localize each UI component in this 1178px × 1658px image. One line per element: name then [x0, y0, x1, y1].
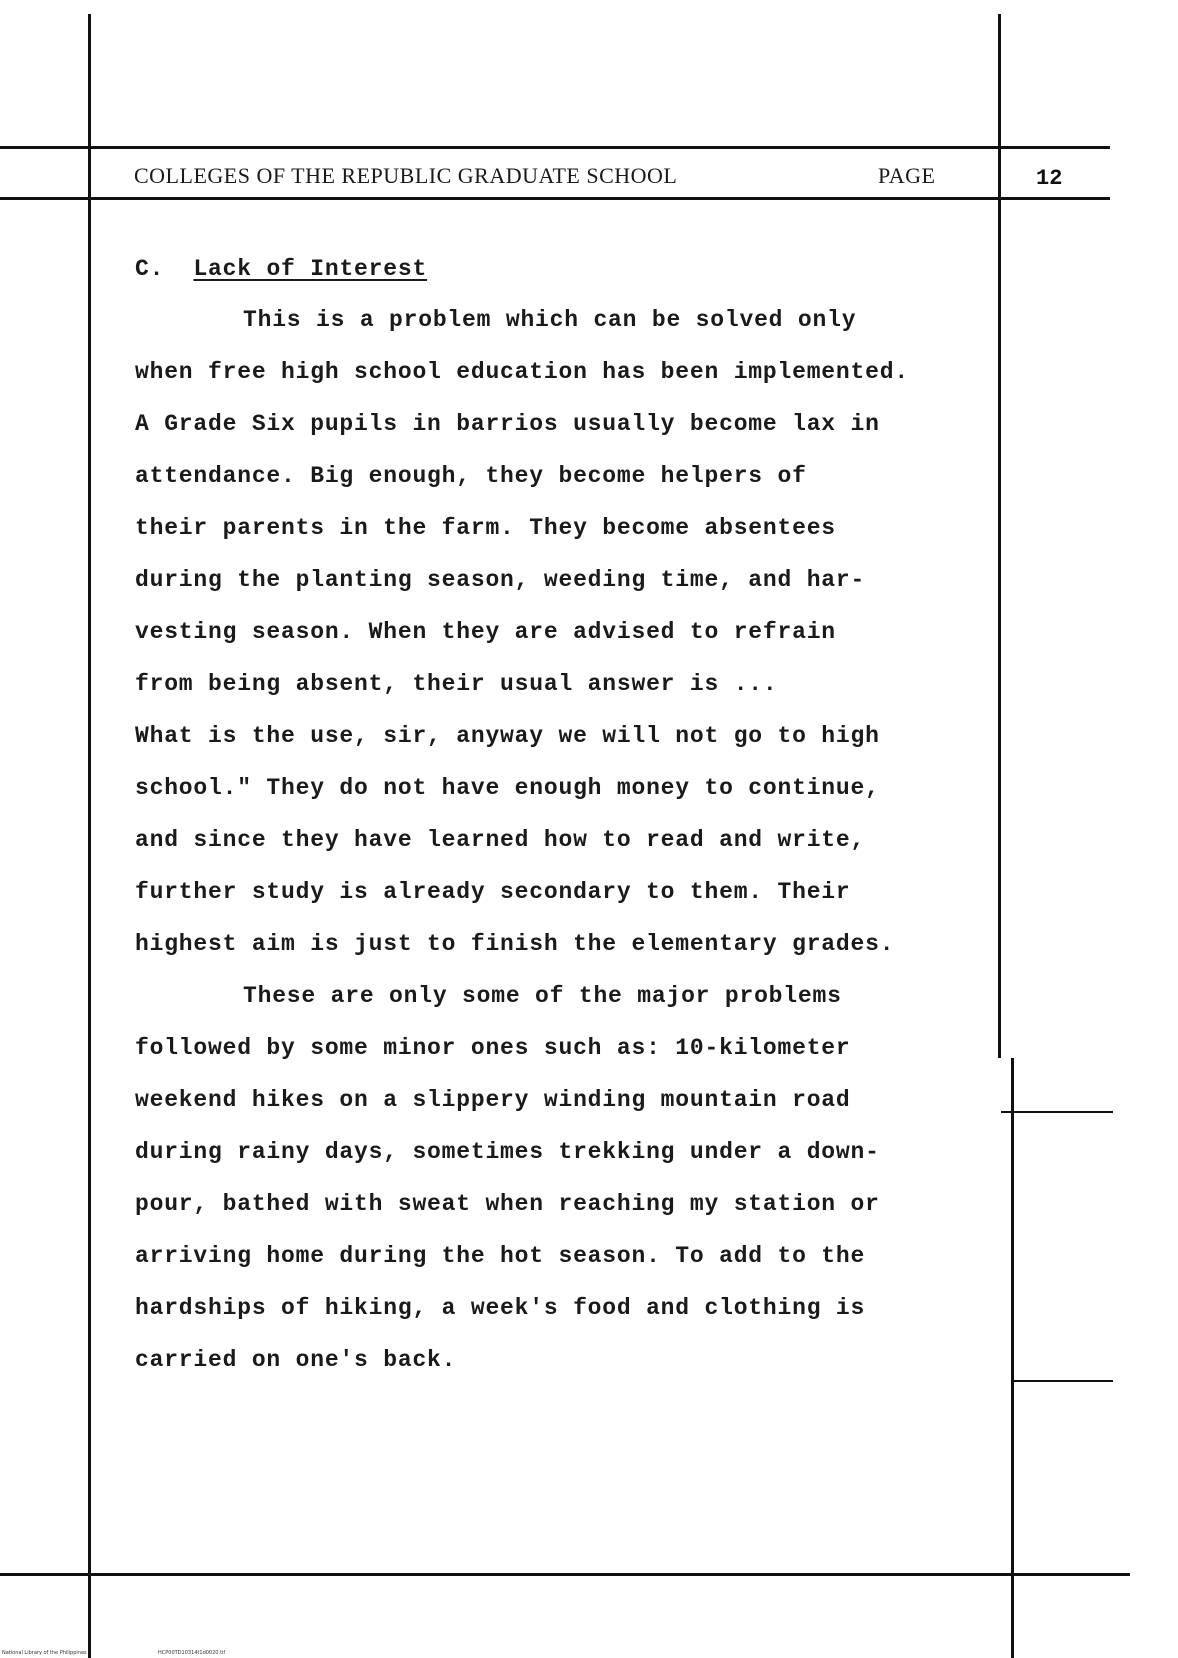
- footer-file-id: HCP00TD10314t1d0020.tif: [158, 1650, 226, 1656]
- body-line-6: during the planting season, weeding time, and har-: [135, 567, 866, 593]
- body-line-15: followed by some minor ones such as: 10-kilometer: [135, 1035, 851, 1061]
- header-bottom-rule: [0, 197, 1110, 200]
- section-heading: [135, 256, 427, 282]
- left-margin-rule: [88, 14, 91, 1658]
- body-line-13: highest aim is just to finish the elementary grades.: [135, 931, 895, 957]
- body-line-18: pour, bathed with sweat when reaching my station or: [135, 1191, 880, 1217]
- body-line-1: This is a problem which can be solved only: [243, 307, 857, 333]
- body-line-3: A Grade Six pupils in barrios usually become lax in: [135, 411, 880, 437]
- right-margin-rule-lower: [1011, 1058, 1014, 1658]
- body-line-5: their parents in the farm. They become absentees: [135, 515, 836, 541]
- footer-rule: [0, 1573, 1130, 1576]
- body-line-10: school." They do not have enough money to continue,: [135, 775, 880, 801]
- body-line-7: vesting season. When they are advised to refrain: [135, 619, 836, 645]
- body-line-9: What is the use, sir, anyway we will not go to high: [135, 723, 880, 749]
- body-line-2: when free high school education has been implemented.: [135, 359, 909, 385]
- body-line-12: further study is already secondary to them. Their: [135, 879, 851, 905]
- right-margin-tick-1: [1001, 1111, 1113, 1113]
- header-title: COLLEGES OF THE REPUBLIC GRADUATE SCHOOL: [134, 163, 678, 188]
- right-margin-tick-2: [1013, 1380, 1113, 1382]
- footer-library: National Library of the Philippines: [2, 1650, 87, 1656]
- right-margin-rule-upper: [998, 14, 1001, 1058]
- body-line-11: and since they have learned how to read and write,: [135, 827, 866, 853]
- page-number: 12: [1036, 166, 1063, 191]
- body-line-20: hardships of hiking, a week's food and clothing is: [135, 1295, 866, 1321]
- section-title: Lack of Interest: [193, 256, 428, 282]
- body-line-16: weekend hikes on a slippery winding mountain road: [135, 1087, 851, 1113]
- body-line-21: carried on one's back.: [135, 1347, 457, 1373]
- body-line-19: arriving home during the hot season. To add to the: [135, 1243, 866, 1269]
- header-page-label: PAGE: [878, 163, 936, 188]
- body-line-4: attendance. Big enough, they become helpers of: [135, 463, 807, 489]
- body-line-14: These are only some of the major problems: [243, 983, 842, 1009]
- body-line-17: during rainy days, sometimes trekking under a down-: [135, 1139, 880, 1165]
- section-letter: C.: [135, 256, 165, 282]
- body-line-8: from being absent, their usual answer is ...: [135, 671, 778, 697]
- header-top-rule: [0, 146, 1110, 149]
